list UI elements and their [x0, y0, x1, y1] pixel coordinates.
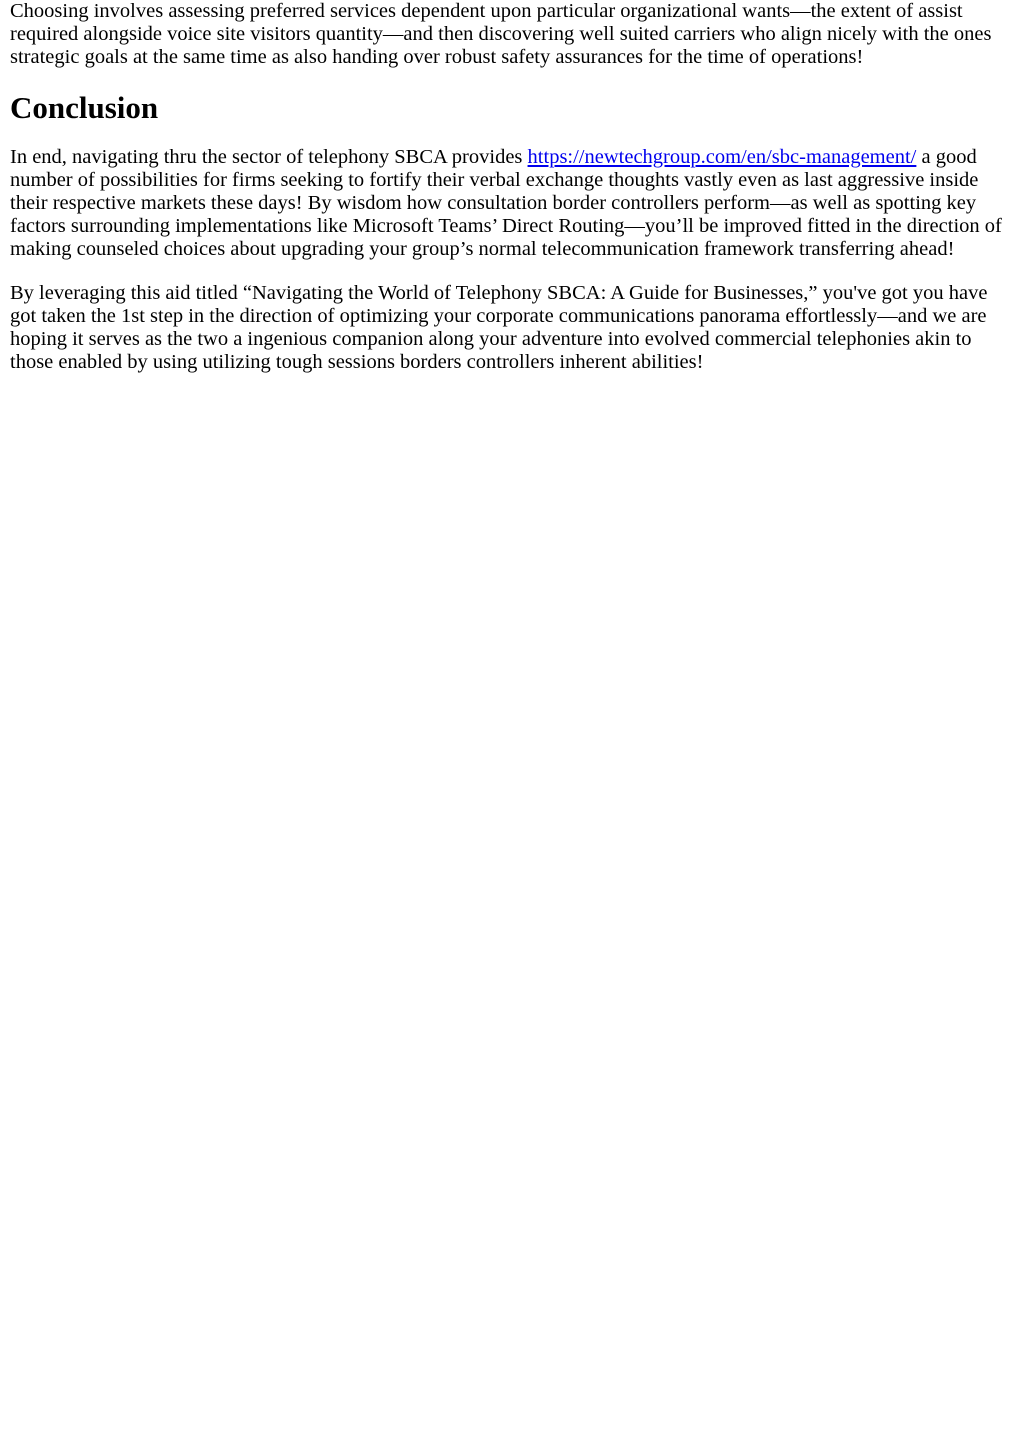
article-body — [0, 0, 1024, 374]
sbc-management-link[interactable]: https://newtechgroup.com/en/sbc-management/ — [527, 145, 917, 168]
conclusion-paragraph — [10, 146, 1014, 262]
final-paragraph: By leveraging this aid titled “Navigating the World of Telephony SBCA: A Guide for Businesses,” you've got you have got taken the 1st step in the direction of optimizing your corporate communications panorama effortlessly—and we are hoping it serves as the two a ingenious companion along your adventure into evolved commercial telephonies akin to those enabled by using utilizing tough sessions borders controllers inherent abilities! — [10, 281, 988, 374]
intro-paragraph: Choosing involves assessing preferred services dependent upon particular organizational wants—the extent of assist required alongside voice site visitors quantity—and then discovering well suited carriers who align nicely with the ones strategic goals at the same time as also handing over robust safety assurances for the time of operations! — [10, 0, 992, 69]
conclusion-text-before-link: In end, navigating thru the sector of telephony SBCA provides — [10, 145, 528, 168]
conclusion-text-after-link: a good number of possibilities for firms seeking to fortify their verbal exchange thoughts vastly even as last aggressive inside their respective markets these days! By wisdom how consultation border controllers perform—as well as spotting key factors surrounding implementations like Microsoft Teams’ Direct Routing—you’ll be improved fitted in the direction of making counseled choices about upgrading your group’s normal telecommunication framework transferring ahead! — [10, 145, 1002, 261]
conclusion-heading: Conclusion — [10, 89, 159, 125]
